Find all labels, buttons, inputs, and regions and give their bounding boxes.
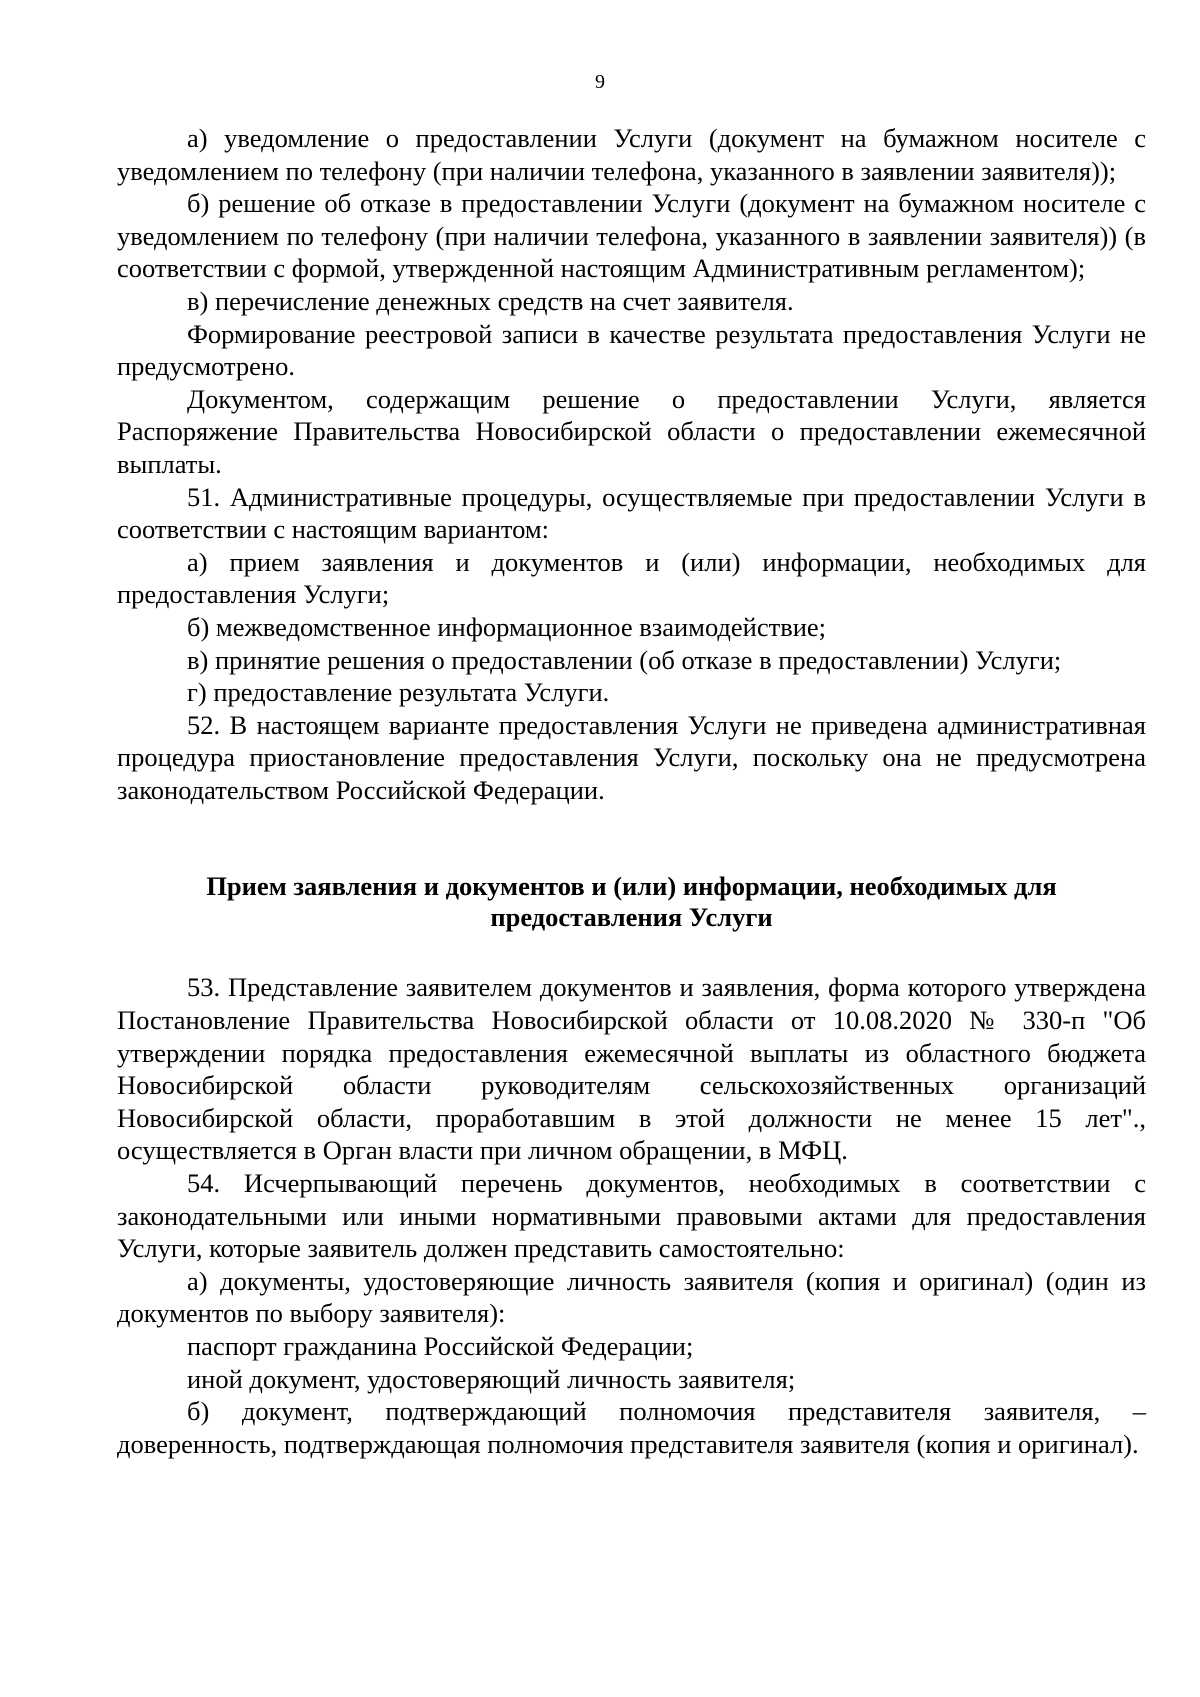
document-body (117, 122, 1146, 1460)
section-heading-line-2: предоставления Услуги (490, 902, 773, 933)
paragraph-other-id: иной документ, удостоверяющий личность заявителя; (187, 1363, 796, 1394)
paragraph-registry-record: Формирование реестровой записи в качестве результата предоставления Услуги не предусмотрено. (117, 318, 1146, 382)
paragraph-53: 53. Представление заявителем документов и заявления, форма которого утверждена Постановление Правительства Новосибирской области от 10.08.2020 № 330-п "Об утверждении порядка предоставления ежемесячной выплаты из областного бюджета Новосибирской области руководителям сельскохозяйственных организаций Новосибирской области, проработавшим в этой должности не менее 15 лет"., осуществляется в Орган власти при личном обращении, в МФЦ. (117, 972, 1146, 1166)
section-heading-line-1: Прием заявления и документов и (или) информации, необходимых для (206, 871, 1057, 902)
paragraph-51-v: в) принятие решения о предоставлении (об отказе в предоставлении) Услуги; (187, 644, 1062, 675)
paragraph-54-a: а) документы, удостоверяющие личность заявителя (копия и оригинал) (один из документов по выбору заявителя): (117, 1265, 1146, 1329)
paragraph-51-a: а) прием заявления и документов и (или) информации, необходимых для предоставления Услуги; (117, 546, 1146, 610)
paragraph-result-notification: а) уведомление о предоставлении Услуги (документ на бумажном носителе с уведомлением по телефону (при наличии телефона, указанного в заявлении заявителя)); (117, 123, 1146, 186)
paragraph-51: 51. Административные процедуры, осуществляемые при предоставлении Услуги в соответствии с настоящим вариантом: (117, 481, 1146, 545)
paragraph-52: 52. В настоящем варианте предоставления Услуги не приведена административная процедура приостановление предоставления Услуги, поскольку она не предусмотрена законодательством Российской Федерации. (117, 709, 1146, 805)
paragraph-54: 54. Исчерпывающий перечень документов, необходимых в соответствии с законодательными или иными нормативными правовыми актами для предоставления Услуги, которые заявитель должен представить самостоятельно: (117, 1168, 1146, 1264)
paragraph-51-g: г) предоставление результата Услуги. (187, 677, 610, 708)
paragraph-passport: паспорт гражданина Российской Федерации; (187, 1331, 694, 1361)
paragraph-54-b: б) документ, подтверждающий полномочия представителя заявителя, – доверенность, подтверждающая полномочия представителя заявителя (копия и оригинал). (117, 1396, 1146, 1459)
paragraph-decision-document: Документом, содержащим решение о предоставлении Услуги, является Распоряжение Правительства Новосибирской области о предоставлении ежемесячной выплаты. (117, 383, 1146, 479)
section-heading (117, 871, 1146, 933)
paragraph-51-b: б) межведомственное информационное взаимодействие; (187, 611, 827, 642)
page-number: 9 (595, 71, 605, 93)
paragraph-result-transfer: в) перечисление денежных средств на счет заявителя. (187, 285, 794, 316)
paragraph-result-refusal: б) решение об отказе в предоставлении Услуги (документ на бумажном носителе с уведомлением по телефону (при наличии телефона, указанного в заявлении заявителя)) (в соответствии с формой, утвержденной настоящим Административным регламентом); (117, 188, 1146, 284)
